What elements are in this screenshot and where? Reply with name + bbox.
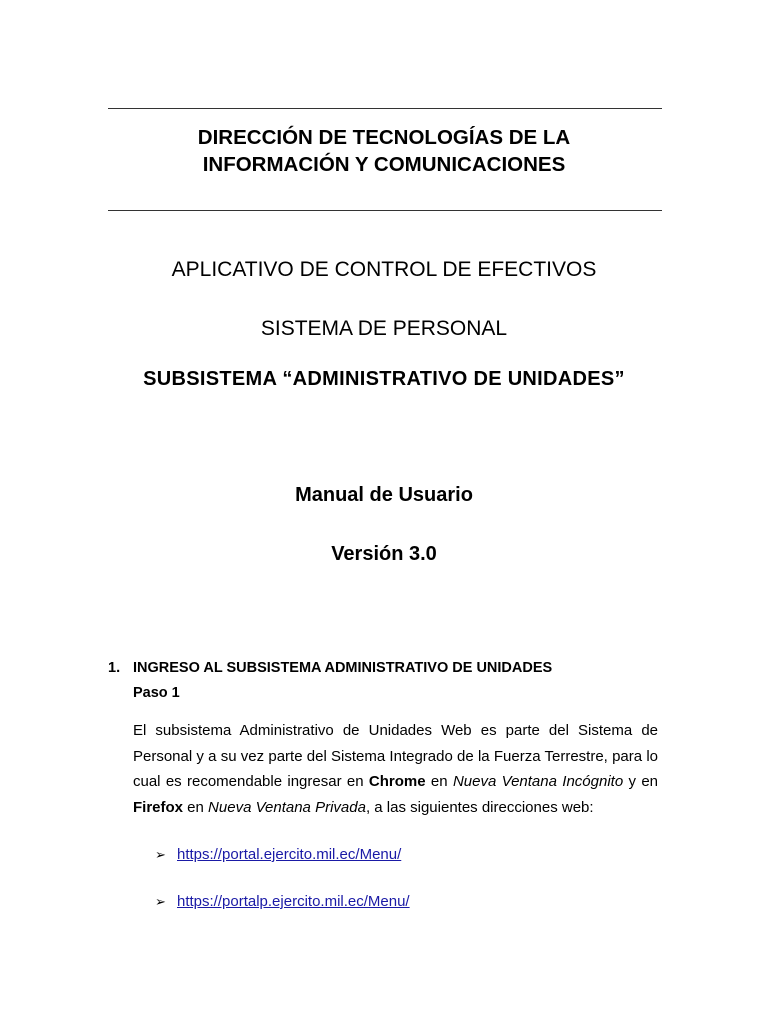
system-title: SISTEMA DE PERSONAL xyxy=(260,317,508,340)
instructions-paragraph xyxy=(133,718,658,820)
manual-title: Manual de Usuario xyxy=(295,484,473,506)
para-text-1: El subsistema Administrativo de Unidades Web es parte del Sistema de Personal y a su vez parte del Sistema Integrado de la Fuerza Terrestre, para lo cual es recomendable ingresar en xyxy=(133,722,658,790)
arrow-bullet-icon: ➢ xyxy=(155,847,166,862)
section-heading-text: INGRESO AL SUBSISTEMA ADMINISTRATIVO DE UNIDADES xyxy=(133,660,553,676)
incognito-window-label: Nueva Ventana Incógnito xyxy=(452,773,624,790)
para-text-2: en xyxy=(425,773,453,790)
organization-title-line-2: INFORMACIÓN Y COMUNICACIONES xyxy=(202,153,566,176)
para-text-3: y en xyxy=(623,773,659,790)
section-heading xyxy=(108,660,552,676)
step-label: Paso 1 xyxy=(133,685,180,701)
private-window-label: Nueva Ventana Privada xyxy=(208,798,366,816)
organization-title-line-1: DIRECCIÓN DE TECNOLOGÍAS DE LA xyxy=(197,126,571,149)
organization-title xyxy=(0,124,768,178)
firefox-browser-name: Firefox xyxy=(133,798,184,816)
url-list-item xyxy=(155,846,401,863)
portal-link[interactable]: https://portal.ejercito.mil.ec/Menu/ xyxy=(177,846,402,863)
section-number: 1. xyxy=(108,660,121,676)
subsystem-title: SUBSISTEMA “ADMINISTRATIVO DE UNIDADES” xyxy=(143,368,625,390)
top-divider xyxy=(108,108,662,109)
para-text-5: , a las siguientes direcciones web: xyxy=(365,798,594,816)
para-text-4: en xyxy=(183,798,209,816)
chrome-browser-name: Chrome xyxy=(368,773,426,790)
bottom-divider xyxy=(108,210,662,211)
version-label: Versión 3.0 xyxy=(331,543,437,565)
arrow-bullet-icon: ➢ xyxy=(155,894,166,909)
app-title: APLICATIVO DE CONTROL DE EFECTIVOS xyxy=(171,258,597,281)
url-list-item xyxy=(155,893,410,910)
portalp-link[interactable]: https://portalp.ejercito.mil.ec/Menu/ xyxy=(177,893,410,910)
